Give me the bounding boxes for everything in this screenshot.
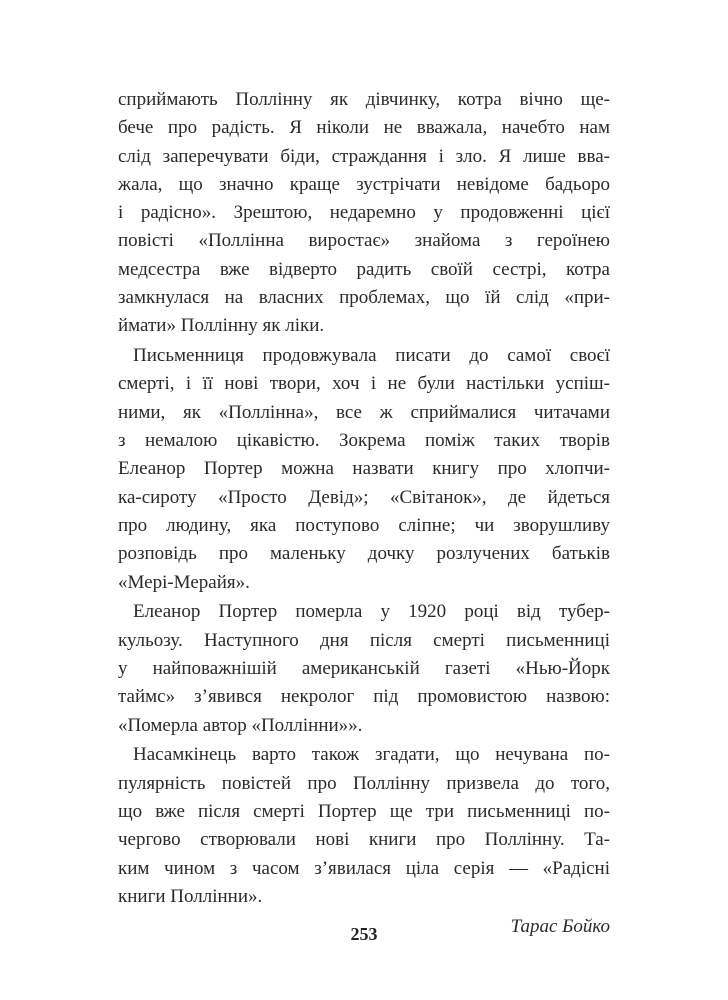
text-line: у найповажнішій американській газеті «Нью-Йорк [118,657,610,679]
text-line: смерті, і її нові твори, хоч і не були настільки успіш- [118,373,610,395]
text-line: замкнулася на власних проблемах, що їй слід «при- [118,287,610,309]
text-line: жала, що значно краще зустрічати невідоме бадьоро [118,173,610,195]
text-line: про людину, яка поступово сліпне; чи зворушливу [118,514,610,536]
paragraph [118,342,610,597]
page-body [118,86,610,941]
text-line: що вже після смерті Портер ще три письменниці по- [118,800,610,822]
paragraph [118,741,610,911]
text-line: з немалою цікавістю. Зокрема поміж таких творів [118,430,610,452]
text-line: Елеанор Портер померла у 1920 році від тубер- [133,601,610,623]
text-line: чергово створювали нові книги про Поллінну. Та- [118,829,610,851]
text-line: пулярність повістей про Поллінну призвела до того, [118,772,610,794]
text-line: розповідь про маленьку дочку розлучених батьків [118,543,610,565]
text-line: книги Поллінни». [118,885,263,907]
text-line: «Померла автор «Поллінни»». [118,714,363,736]
text-line: кульозу. Наступного дня після смерті письменниці [118,629,610,651]
paragraph [118,86,610,341]
text-line: ка-сироту «Просто Девід»; «Світанок», де йдеться [118,486,610,508]
page-number: 253 [350,924,378,944]
text-line: таймс» з’явився некролог під промовистою назвою: [118,686,610,708]
text-line: і радісно». Зрештою, недаремно у продовженні цієї [118,202,610,224]
paragraph [118,598,610,739]
author-signature: Тарас Бойко [510,915,610,937]
text-line: сприймають Поллінну як дівчинку, котра вічно ще- [118,89,610,110]
text-line: ймати» Поллінну як ліки. [118,315,325,337]
text-line: медсестра вже відверто радить своїй сестрі, котра [118,258,610,280]
text-line: ким чином з часом з’явилася ціла серія — «Радісні [118,857,610,879]
text-line: Елеанор Портер можна назвати книгу про хлопчи- [118,458,610,480]
text-line: Насамкінець варто також згадати, що нечувана по- [133,744,610,766]
text-line: бече про радість. Я ніколи не вважала, начебто нам [118,117,610,139]
text-line: «Мері-Мерайя». [118,571,250,593]
text-line: ними, як «Поллінна», все ж сприймалися читачами [118,401,610,423]
text-line: слід заперечувати біди, страждання і зло. Я лише вва- [118,145,610,167]
text-line: повісті «Поллінна виростає» знайома з героїнею [118,230,610,252]
text-line: Письменниця продовжувала писати до самої своєї [133,345,610,367]
